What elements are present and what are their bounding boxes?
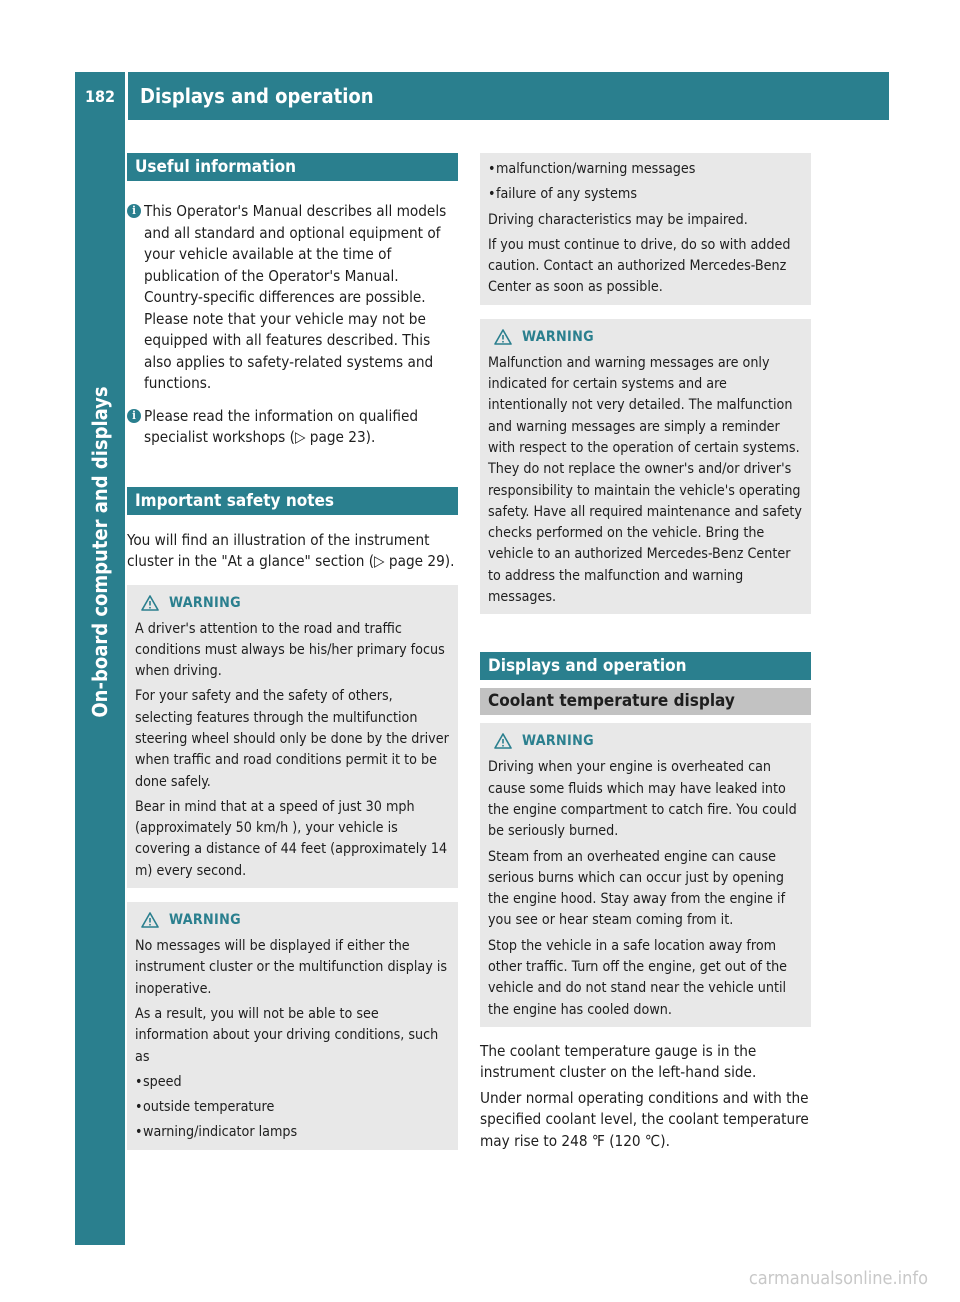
page-number: 182 (84, 86, 116, 106)
displays-and-operation-heading: Displays and operation (480, 652, 811, 680)
right-column (480, 153, 811, 1152)
warning-title (488, 731, 803, 751)
warning-paragraph: Steam from an overheated engine can cause serious burns which can occur just by opening the engine hood. Stay away from the engine if you see or hear steam coming from it. (488, 848, 786, 929)
watermark: carmanualsonline.info (748, 1268, 928, 1289)
page-title: Displays and operation (140, 84, 374, 108)
list-item: • outside temperature (135, 1097, 450, 1118)
info-note-2 (127, 406, 458, 449)
list-item: • malfunction/warning messages (488, 159, 803, 180)
warning-box-malfunction (480, 319, 811, 615)
useful-information-heading: Useful information (127, 153, 458, 181)
warning-paragraph: If you must continue to drive, do so with added caution. Contact an authorized Mercedes-Benz Center as soon as possible. (488, 236, 791, 296)
warning-box-overheat (480, 723, 811, 1027)
warning-label: WARNING (522, 733, 594, 750)
warning-paragraph: No messages will be displayed if either the instrument cluster or the multifunction display is inoperative. (135, 938, 448, 997)
important-safety-notes-heading: Important safety notes (127, 487, 458, 515)
warning-triangle-icon (141, 595, 159, 611)
left-column (127, 153, 458, 1150)
warning-triangle-icon (494, 733, 512, 749)
header-divider (125, 72, 128, 120)
warning-paragraph: As a result, you will not be able to see information about your driving conditions, such as (135, 1005, 439, 1065)
warning-label: WARNING (522, 328, 594, 345)
info-icon: i (127, 409, 141, 423)
warning-paragraph: Bear in mind that at a speed of just 30 mph (approximately 50 km/h ), your vehicle is covering a distance of 44 feet (approximately 14 m) every second. (135, 798, 448, 879)
list-item: • warning/indicator lamps (135, 1122, 450, 1143)
warning-paragraph: Malfunction and warning messages are only indicated for certain systems and are intentionally not very detailed. The malfunction and warning messages are simply a reminder with respect to the operation of certain systems. They do not replace the owner's and/or driver's responsibility to maintain the vehicle's operating safety. Have all required maintenance and safety checks performed on the vehicle. Bring the vehicle to an authorized Mercedes-Benz Center to address the malfunction and warning messages. (488, 354, 802, 606)
warning-triangle-icon (141, 912, 159, 928)
side-tab-label: On-board computer and displays (88, 386, 112, 718)
warning-box-attention (127, 585, 458, 889)
list-item: • failure of any systems (488, 184, 803, 205)
warning-box-inoperative (127, 902, 458, 1150)
warning-label: WARNING (169, 594, 241, 611)
warning-paragraph: Stop the vehicle in a safe location away from other traffic. Turn off the engine, get out of the vehicle and do not stand near the vehicle until the engine has cooled down. (488, 937, 788, 1018)
warning-paragraph: Driving characteristics may be impaired. (488, 211, 748, 228)
info-note-2-text: Please read the information on qualified specialist workshops (▷ page 23). (144, 406, 419, 446)
warning-triangle-icon (494, 329, 512, 345)
safety-intro-text: You will find an illustration of the instrument cluster in the "At a glance" section (▷ page 29). (127, 530, 455, 570)
info-note-1-text: This Operator's Manual describes all models and all standard and optional equipment of your vehicle available at the time of publication of the Operator's Manual. Country-specific differences are possible. Please note that your vehicle may not be equipped with all features described. This also applies to safety-related systems and functions. (144, 202, 447, 392)
warning-paragraph: A driver's attention to the road and traffic conditions must always be his/her primary focus when driving. (135, 620, 445, 680)
warning-title (135, 593, 450, 613)
warning-title (488, 327, 803, 347)
side-tab-label-wrap (78, 386, 122, 718)
warning-paragraph: Driving when your engine is overheated can cause some fluids which may have leaked into the engine compartment to catch fire. You could be seriously burned. (488, 759, 797, 840)
coolant-temperature-text: Under normal operating conditions and with the specified coolant level, the coolant temperature may rise to 248 ℉ (120 ℃). (480, 1088, 809, 1150)
warning-paragraph: For your safety and the safety of others, selecting features through the multifunction steering wheel should only be done by the driver when traffic and road conditions permit it to be done safely. (135, 688, 449, 790)
info-note-1 (127, 201, 458, 395)
coolant-temperature-heading: Coolant temperature display (480, 688, 811, 715)
list-item: • speed (135, 1072, 450, 1093)
coolant-gauge-text: The coolant temperature gauge is in the instrument cluster on the left-hand side. (480, 1041, 757, 1082)
warning-title (135, 910, 450, 930)
warning-box-continued (480, 153, 811, 305)
warning-label: WARNING (169, 912, 241, 929)
info-icon: i (127, 204, 141, 218)
